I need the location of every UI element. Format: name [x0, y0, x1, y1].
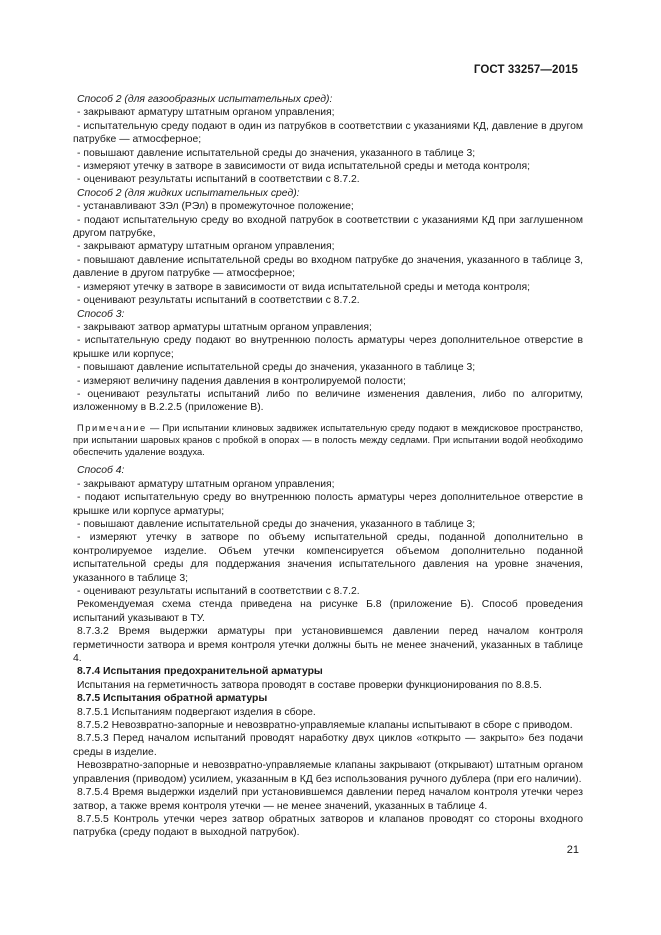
paragraph: Способ 4: — [77, 465, 125, 477]
paragraph: Способ 2 (для жидких испытательных сред): — [77, 187, 300, 199]
paragraph: 8.7.5.2 Невозвратно-запорные и невозвратно-управляемые клапаны испытывают в сборе с приводом. — [77, 720, 573, 732]
note-label: Примечание — [77, 422, 147, 433]
section-heading: 8.7.4 Испытания предохранительной арматуры — [77, 666, 323, 678]
note-text: — При испытании клиновых задвижек испытательную среду подают в междисковое пространство, при испытании шаровых кранов с пробкой в опорах — в полость между седлами. При испытании водой необходимо обеспечить удаление воздуха. — [73, 422, 583, 458]
paragraph: - оценивают результаты испытаний в соответствии с 8.7.2. — [77, 174, 360, 186]
paragraph: - повышают давление испытательной среды до значения, указанного в таблице 3; — [77, 518, 476, 530]
paragraph: - измеряют утечку в затворе в зависимости от вида испытательной среды и метода контроля; — [77, 161, 530, 173]
paragraph: - измеряют величину падения давления в контролируемой полости; — [77, 375, 406, 387]
paragraph: 8.7.5.3 Перед началом испытаний проводят наработку двух циклов «открыто — закрыто» без подачи среды в изделие. — [73, 733, 583, 758]
page-number: 21 — [566, 844, 579, 856]
paragraph: - закрывают арматуру штатным органом управления; — [77, 478, 335, 490]
paragraph: - закрывают затвор арматуры штатным органом управления; — [77, 321, 372, 333]
paragraph: 8.7.3.2 Время выдержки арматуры при установившемся давлении перед началом контроля герметичности затвора и время контроля утечки должны быть не менее значений, указанных в таблице 4. — [73, 626, 583, 665]
paragraph: - устанавливают ЗЭл (РЭл) в промежуточное положение; — [77, 201, 354, 213]
standard-code: ГОСТ 33257—2015 — [473, 64, 578, 76]
paragraph: Рекомендуемая схема стенда приведена на рисунке Б.8 (приложение Б). Способ проведения испытаний указывают в ТУ. — [73, 599, 583, 624]
paragraph: Испытания на герметичность затвора проводят в составе проверки функционирования по 8.8.5. — [77, 679, 542, 691]
paragraph: - подают испытательную среду во внутреннюю полость арматуры через дополнительное отверстие в крышке или корпусе арматуры; — [73, 492, 583, 517]
paragraph: - оценивают результаты испытаний в соответствии с 8.7.2. — [77, 295, 360, 307]
paragraph: 8.7.5.1 Испытаниям подвергают изделия в сборе. — [77, 706, 316, 718]
paragraph: Способ 3: — [77, 308, 125, 320]
note-paragraph — [73, 422, 583, 459]
paragraph: 8.7.5.4 Время выдержки изделий при установившемся давлении перед началом контроля утечки через затвор, а также время контроля утечки — не менее значений, указанных в таблице 4. — [73, 787, 583, 812]
paragraph: - испытательную среду подают во внутреннюю полость арматуры через дополнительное отверстие в крышке или корпусе; — [73, 335, 583, 360]
paragraph: - оценивают результаты испытаний в соответствии с 8.7.2. — [77, 586, 360, 598]
paragraph: - повышают давление испытательной среды во входном патрубке до значения, указанного в таблице 3, давление в другом патрубке — атмосферное; — [73, 254, 583, 280]
paragraph: - подают испытательную среду во входной патрубок в соответствии с указаниями КД при заглушенном другом патрубке, — [73, 214, 583, 240]
section-heading: 8.7.5 Испытания обратной арматуры — [77, 693, 268, 705]
paragraph: - оценивают результаты испытаний либо по величине изменения давления, либо по алгоритму, изложенному в В.2.2.5 (приложение В). — [73, 388, 583, 414]
body-text — [73, 93, 583, 840]
paragraph: - закрывают арматуру штатным органом управления; — [77, 107, 335, 119]
paragraph: - повышают давление испытательной среды до значения, указанного в таблице 3; — [77, 362, 476, 374]
paragraph: - закрывают арматуру штатным органом управления; — [77, 241, 335, 253]
paragraph: - измеряют утечку в затворе в зависимости от вида испытательной среды и метода контроля; — [77, 281, 530, 293]
paragraph: Невозвратно-запорные и невозвратно-управляемые клапаны закрывают (открывают) штатным органом управления (приводом) усилием, указанным в КД без использования ручного дублера (при его наличии). — [73, 760, 583, 785]
paragraph: - повышают давление испытательной среды до значения, указанного в таблице 3; — [77, 147, 476, 159]
paragraph: 8.7.5.5 Контроль утечки через затвор обратных затворов и клапанов проводят со стороны входного патрубка (среду подают в выходной патрубок). — [73, 813, 583, 839]
paragraph: Способ 2 (для газообразных испытательных сред): — [77, 94, 333, 105]
paragraph: - измеряют утечку в затворе по объему испытательной среды, поданной дополнительно в контролируемое изделие. Объем утечки компенсируется объемом дополнительно поданной испытательной среды для поддержания значения испытательного давления на уровне значения, указанного в таблице 3; — [73, 532, 583, 584]
paragraph: - испытательную среду подают в один из патрубков в соответствии с указаниями КД, давление в другом патрубке — атмосферное; — [73, 120, 583, 146]
